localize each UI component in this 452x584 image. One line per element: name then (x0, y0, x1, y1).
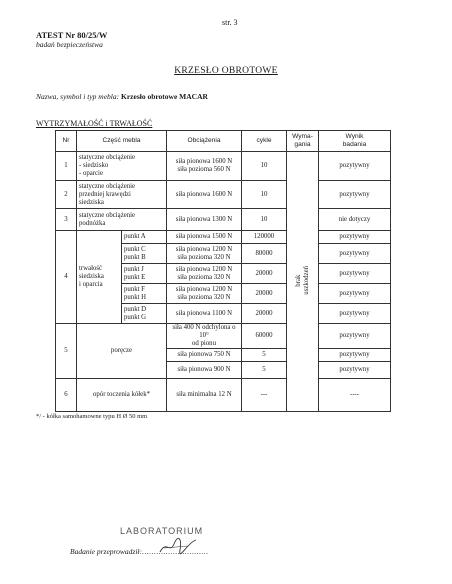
table-header-row (56, 131, 391, 152)
row-load: siła pionowa 1500 N (167, 231, 242, 244)
header-part: Część mebla (77, 131, 167, 152)
row-result: pozytywny (319, 181, 391, 209)
row-nr: 6 (56, 379, 77, 412)
requirement-cell (287, 152, 319, 412)
row-part: statyczne obciążenie podnóżka (77, 209, 167, 231)
test-point: punkt F punkt H (122, 284, 167, 304)
table-row (56, 231, 391, 244)
page-number: str. 3 (222, 18, 238, 27)
test-point: punkt D punkt G (122, 304, 167, 324)
row-result: pozytywny (319, 264, 391, 284)
product-name-label: Nazwa, symbol i typ mebla: (36, 92, 120, 101)
row-cycles: 120000 (242, 231, 287, 244)
table-row (56, 181, 391, 209)
certificate-subtitle: badań bezpieczeństwa (36, 40, 103, 49)
row-cycles: 10 (242, 152, 287, 181)
row-result: pozytywny (319, 244, 391, 264)
certificate-number: ATEST Nr 80/25/W (36, 30, 108, 40)
test-point: punkt J punkt E (122, 264, 167, 284)
row-part: trwałość siedziska i oparcia (77, 231, 122, 324)
product-name-line (36, 92, 208, 101)
row-load: siła pionowa 1600 N siła pozioma 560 N (167, 152, 242, 181)
row-load: siła pionowa 1100 N (167, 304, 242, 324)
row-cycles: 80000 (242, 244, 287, 264)
tested-by-label: Badanie przeprowadził: (70, 547, 143, 556)
row-cycles: 5 (242, 349, 287, 362)
row-load: siła minimalna 12 N (167, 379, 242, 412)
row-nr: 1 (56, 152, 77, 181)
row-result: pozytywny (319, 324, 391, 349)
row-nr: 2 (56, 181, 77, 209)
row-cycles: 5 (242, 362, 287, 379)
results-table (55, 130, 391, 412)
header-result-2: badania (342, 141, 367, 148)
row-nr: 4 (56, 231, 77, 324)
header-requirements (287, 131, 319, 152)
footnote: */ - kółka samohamowne typu H Ø 50 mm (36, 413, 148, 420)
header-requirements-2: gania (294, 141, 311, 148)
row-load: siła pionowa 750 N (167, 349, 242, 362)
signature-line: ............................ (142, 547, 209, 556)
row-load: siła pionowa 1200 N siła pozioma 320 N (167, 284, 242, 304)
row-part: statyczne obciążenie - siedzisko - oparcie (77, 152, 167, 181)
row-result: pozytywny (319, 349, 391, 362)
requirement-text: brak uszkodzeń (294, 265, 310, 295)
row-part: opór toczenia kółek* (77, 379, 167, 412)
row-load: siła pionowa 900 N (167, 362, 242, 379)
row-cycles: 20000 (242, 304, 287, 324)
row-load: siła pionowa 1300 N (167, 209, 242, 231)
row-load: siła pionowa 1200 N siła pozioma 320 N (167, 244, 242, 264)
row-cycles: 10 (242, 209, 287, 231)
table-row (56, 209, 391, 231)
row-part: poręcze (77, 324, 167, 379)
row-part: statyczne obciążenie przedniej krawędzi siedziska (77, 181, 167, 209)
row-cycles: 10 (242, 181, 287, 209)
table-row (56, 152, 391, 181)
document-title (0, 66, 452, 76)
row-nr: 3 (56, 209, 77, 231)
row-cycles: 20000 (242, 284, 287, 304)
laboratory-stamp: LABORATORIUM (120, 526, 204, 536)
row-result: pozytywny (319, 231, 391, 244)
test-point: punkt C punkt B (122, 244, 167, 264)
header-load: Obciążenia (167, 131, 242, 152)
row-requirement: ---- (319, 379, 391, 412)
row-load: siła pionowa 1200 N siła pozioma 320 N (167, 264, 242, 284)
header-result (319, 131, 391, 152)
header-nr: Nr (56, 131, 77, 152)
row-nr: 5 (56, 324, 77, 379)
row-result: pozytywny (319, 152, 391, 181)
header-requirements-1: Wyma- (292, 133, 313, 140)
row-cycles: --- (242, 379, 287, 412)
row-result: pozytywny (319, 284, 391, 304)
row-result: pozytywny (319, 362, 391, 379)
row-load: siła pionowa 1600 N (167, 181, 242, 209)
row-load: siła 400 N odchylona o 10° od pionu (167, 324, 242, 349)
section-heading: WYTRZYMAŁOŚĆ i TRWAŁOŚĆ (36, 119, 153, 128)
row-cycles: 60000 (242, 324, 287, 349)
table-row (56, 324, 391, 349)
row-result: nie dotyczy (319, 209, 391, 231)
product-name-value: Krzesło obrotowe MACAR (121, 92, 208, 101)
document-title-text: KRZESŁO OBROTOWE (174, 66, 278, 76)
test-point: punkt A (122, 231, 167, 244)
table-row (56, 379, 391, 412)
header-result-1: Wynik (345, 133, 364, 140)
row-result: pozytywny (319, 304, 391, 324)
row-cycles: 20000 (242, 264, 287, 284)
header-cycles: cykle (242, 131, 287, 152)
